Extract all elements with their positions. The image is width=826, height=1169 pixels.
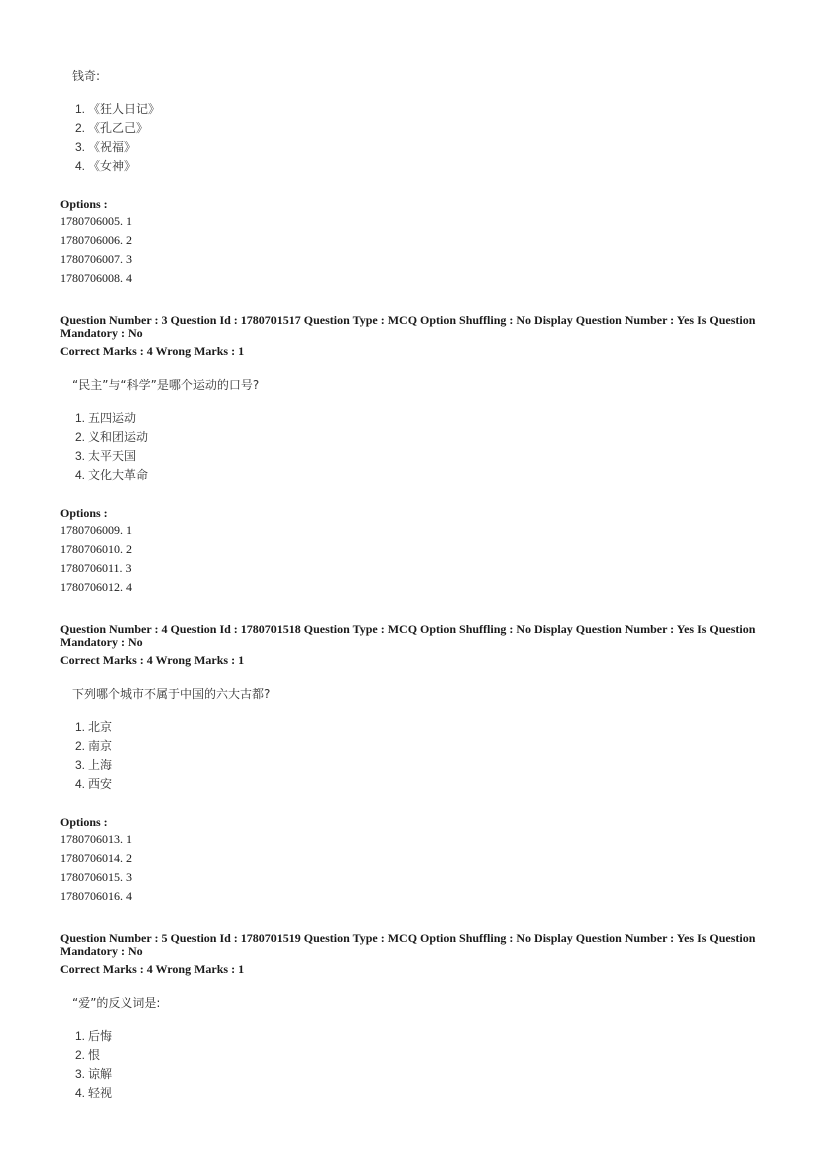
question-3-option-id-3: 1780706011. 3 <box>60 561 132 575</box>
question-2-choice-2: 2. 《孔乙己》 <box>75 121 149 135</box>
question-4-marks: Correct Marks : 4 Wrong Marks : 1 <box>60 653 245 667</box>
question-4-choice-2: 2. 南京 <box>75 739 113 753</box>
question-5-marks: Correct Marks : 4 Wrong Marks : 1 <box>60 962 245 976</box>
question-4-choice-3: 3. 上海 <box>75 758 113 772</box>
question-4-header: Question Number : 4 Question Id : 1780701518 Question Type : MCQ Option Shuffling : No Display Question Number : Yes Is Question Mandatory : No <box>60 622 756 649</box>
question-4-option-id-3: 1780706015. 3 <box>60 870 132 884</box>
question-2-choice-4: 4. 《女神》 <box>75 159 137 173</box>
question-4-option-id-4: 1780706016. 4 <box>60 889 132 903</box>
question-5-choice-3: 3. 谅解 <box>75 1067 113 1081</box>
question-5-header: Question Number : 5 Question Id : 1780701519 Question Type : MCQ Option Shuffling : No Display Question Number : Yes Is Question Mandatory : No <box>60 931 756 958</box>
question-2-options-label: Options : <box>60 197 108 211</box>
question-2-option-id-4: 1780706008. 4 <box>60 271 132 285</box>
question-2-stem-tail: 钱奇: <box>72 69 101 83</box>
question-2-option-id-1: 1780706005. 1 <box>60 214 132 228</box>
question-3-choice-4: 4. 文化大革命 <box>75 468 149 482</box>
question-4-choice-1: 1. 北京 <box>75 720 113 734</box>
question-3-option-id-4: 1780706012. 4 <box>60 580 132 594</box>
question-3-options-label: Options : <box>60 506 108 520</box>
question-4-options-label: Options : <box>60 815 108 829</box>
question-4-option-id-1: 1780706013. 1 <box>60 832 132 846</box>
question-3-marks: Correct Marks : 4 Wrong Marks : 1 <box>60 344 245 358</box>
question-2-choice-1: 1. 《狂人日记》 <box>75 102 161 116</box>
question-3-option-id-2: 1780706010. 2 <box>60 542 132 556</box>
question-3-header: Question Number : 3 Question Id : 1780701517 Question Type : MCQ Option Shuffling : No Display Question Number : Yes Is Question Mandatory : No <box>60 313 756 340</box>
question-3-option-id-1: 1780706009. 1 <box>60 523 132 537</box>
question-2-option-id-2: 1780706006. 2 <box>60 233 132 247</box>
question-4-choice-4: 4. 西安 <box>75 777 113 791</box>
question-2-choice-3: 3. 《祝福》 <box>75 140 137 154</box>
question-5-choice-4: 4. 轻视 <box>75 1086 113 1100</box>
question-5-stem: “爱”的反义词是: <box>72 996 161 1010</box>
question-3-choice-1: 1. 五四运动 <box>75 411 137 425</box>
question-4-option-id-2: 1780706014. 2 <box>60 851 132 865</box>
question-3-choice-2: 2. 义和团运动 <box>75 430 149 444</box>
question-2-option-id-3: 1780706007. 3 <box>60 252 132 266</box>
question-5-choice-2: 2. 恨 <box>75 1048 101 1062</box>
question-3-stem: “民主”与“科学”是哪个运动的口号? <box>72 378 260 392</box>
question-4-stem: 下列哪个城市不属于中国的六大古都? <box>72 687 271 701</box>
question-5-choice-1: 1. 后悔 <box>75 1029 113 1043</box>
question-3-choice-3: 3. 太平天国 <box>75 449 137 463</box>
